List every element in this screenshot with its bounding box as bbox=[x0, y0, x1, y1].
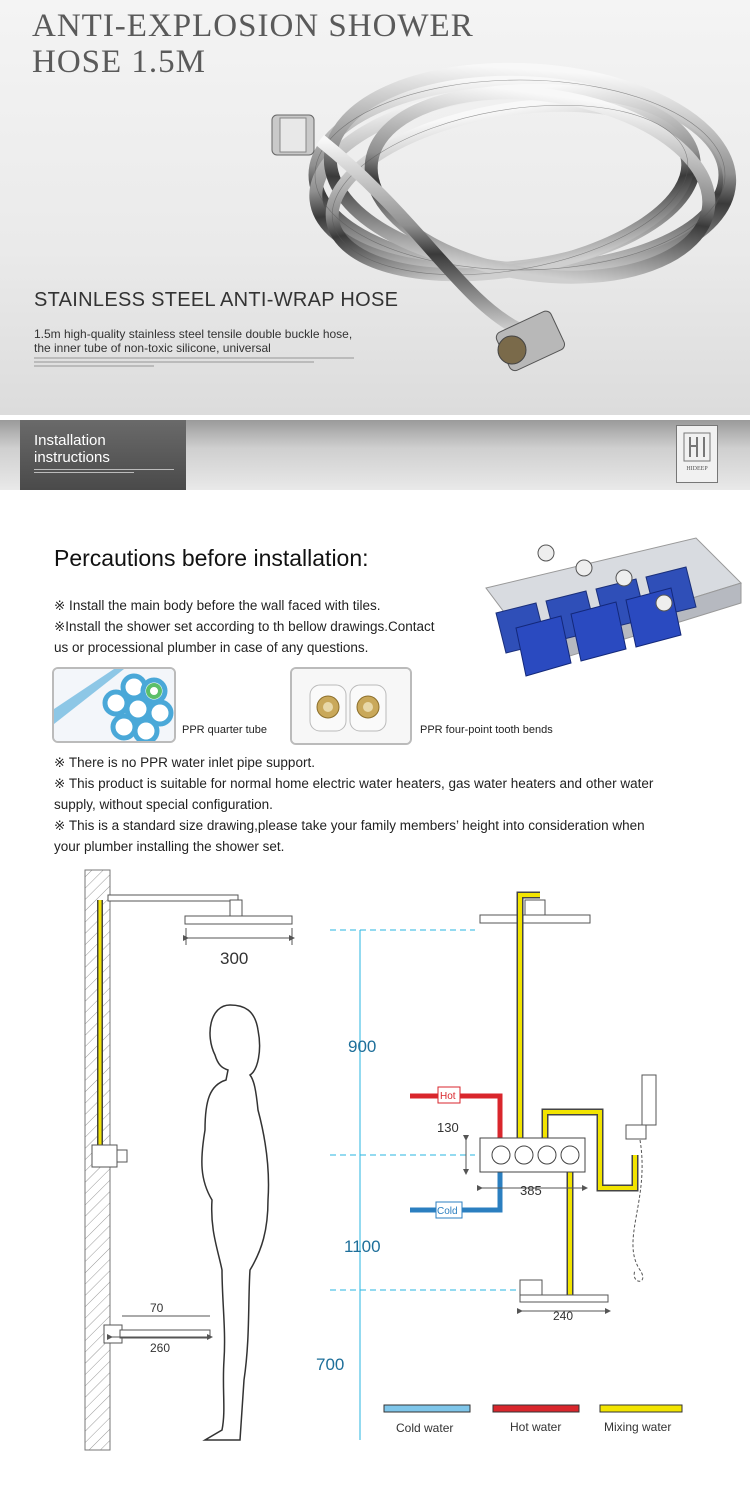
legend bbox=[384, 1405, 682, 1435]
tooth-bend-caption: PPR four-point tooth bends bbox=[420, 724, 553, 736]
shower-arm bbox=[108, 895, 292, 924]
note-5: ※ This product is suitable for normal home electric water heaters, gas water heaters and other water bbox=[54, 776, 654, 791]
note-4: ※ There is no PPR water inlet pipe support. bbox=[54, 755, 315, 770]
ppr-tube-caption: PPR quarter tube bbox=[182, 724, 267, 736]
hero-description: 1.5m high-quality stainless steel tensile double buckle hose, the inner tube of non-toxic silicone, universal bbox=[34, 327, 353, 355]
hand-shower bbox=[626, 1075, 656, 1281]
hero-title-line1: ANTI-EXPLOSION SHOWER bbox=[32, 8, 474, 44]
note-1: ※ Install the main body before the wall faced with tiles. bbox=[54, 598, 381, 613]
note-8: your plumber installing the shower set. bbox=[54, 839, 285, 854]
legend-mix-swatch bbox=[600, 1405, 682, 1412]
human-figure bbox=[202, 1005, 269, 1440]
note-7: ※ This is a standard size drawing,please take your family members’ height into consideration when bbox=[54, 818, 645, 833]
section-banner-title bbox=[34, 432, 174, 466]
dim-lower-height-text: 700 bbox=[316, 1355, 345, 1374]
section-banner-title-line2: instructions bbox=[34, 449, 110, 466]
legend-hot-label: Hot water bbox=[510, 1420, 562, 1434]
logo-text: HIDEEP bbox=[686, 466, 708, 472]
installation-diagram bbox=[0, 860, 750, 1470]
precautions-title: Percautions before installation: bbox=[54, 545, 369, 571]
note-6: supply, without special configuration. bbox=[54, 797, 273, 812]
hero-title-line2: HOSE 1.5M bbox=[32, 44, 207, 80]
hero-banner bbox=[0, 0, 750, 415]
dimension-300 bbox=[186, 928, 292, 945]
logo-mark-icon bbox=[683, 432, 711, 462]
legend-mix-label: Mixing water bbox=[604, 1420, 672, 1434]
legend-hot-swatch bbox=[493, 1405, 579, 1412]
valve-front-view bbox=[480, 1138, 585, 1172]
hot-tag-text: Hot bbox=[440, 1091, 456, 1102]
dim-upper-height-text: 900 bbox=[348, 1037, 377, 1056]
ppr-tubes-photo bbox=[52, 667, 176, 743]
legend-cold-label: Cold water bbox=[396, 1421, 454, 1435]
hero-subtitle: STAINLESS STEEL ANTI-WRAP HOSE bbox=[34, 289, 399, 311]
hero-fine-print bbox=[34, 356, 374, 369]
note-2: ※Install the shower set according to th bellow drawings.Contact bbox=[54, 619, 435, 634]
section-banner-tab bbox=[20, 420, 186, 490]
dim-valve-height-text: 130 bbox=[437, 1120, 459, 1135]
cold-tag-text: Cold bbox=[437, 1206, 458, 1217]
note-3: us or processional plumber in case of any questions. bbox=[54, 640, 369, 655]
dim-head-width-text: 300 bbox=[220, 949, 249, 968]
tub-spout-front bbox=[520, 1280, 608, 1302]
brand-logo bbox=[676, 425, 718, 483]
tooth-bend-photo bbox=[290, 667, 412, 745]
front-shower-head bbox=[480, 900, 590, 923]
dim-spout-reach-text: 70 bbox=[150, 1301, 164, 1315]
dim-middle-height-text: 1100 bbox=[344, 1237, 381, 1256]
dim-tub-width-text: 240 bbox=[553, 1309, 574, 1323]
legend-cold-swatch bbox=[384, 1405, 470, 1412]
thermostatic-valve-image bbox=[476, 528, 750, 688]
dim-valve-width-text: 385 bbox=[520, 1183, 542, 1198]
valve-side-view bbox=[92, 1145, 127, 1167]
section-banner-fine-print bbox=[34, 468, 182, 475]
section-banner-title-line1: Installation bbox=[34, 432, 106, 449]
dim-spout-wall-text: 260 bbox=[150, 1341, 171, 1355]
riser-mixing-pipe bbox=[520, 895, 635, 1295]
